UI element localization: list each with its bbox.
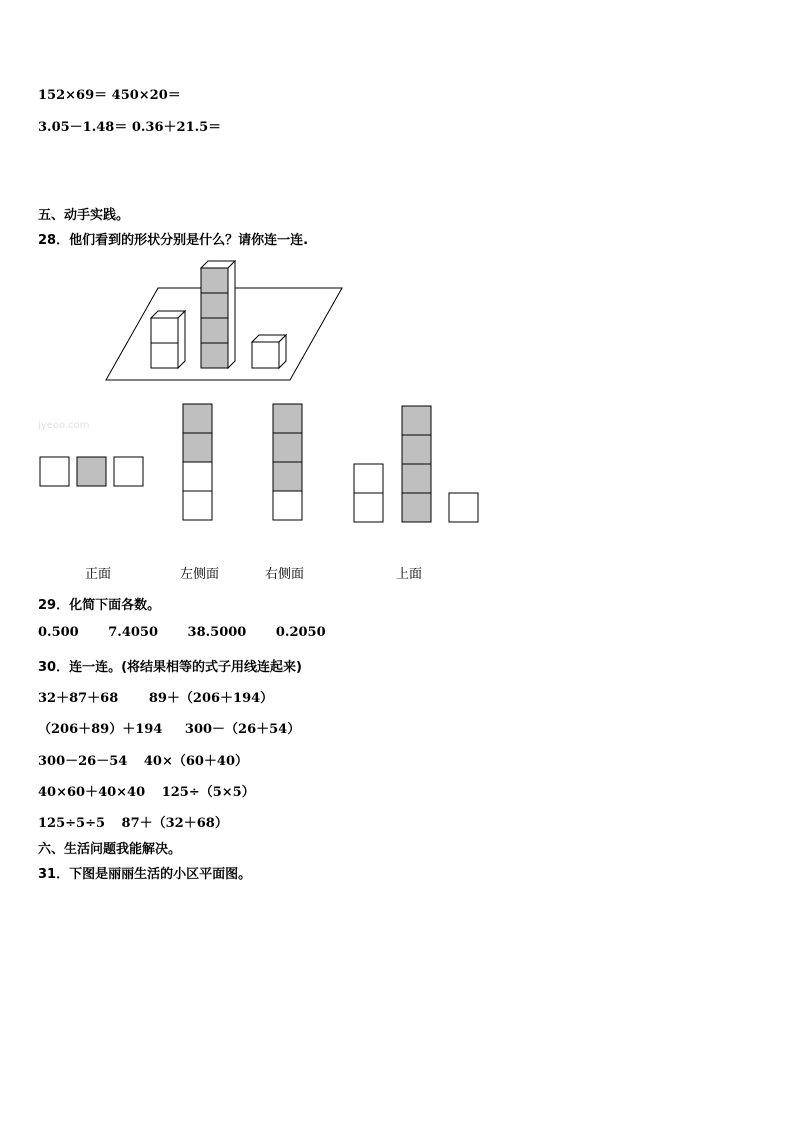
q30-row-3 bbox=[38, 750, 248, 769]
q29-number-1: 0.500 bbox=[38, 625, 79, 640]
watermark: jyeoo.com bbox=[38, 420, 90, 431]
q30-right-3: 40×（60＋40） bbox=[143, 754, 249, 769]
q30-left-4: 40×60＋40×40 bbox=[38, 785, 146, 800]
view-option-column-2 bbox=[273, 404, 302, 520]
q30-row-1 bbox=[38, 687, 273, 706]
question-30-text: 30．连一连。(将结果相等的式子用线连起来) bbox=[38, 660, 302, 675]
q29-numbers bbox=[38, 625, 326, 640]
section-5-title: 五、动手实践。 bbox=[38, 208, 130, 223]
view-option-column-1 bbox=[183, 404, 212, 520]
right-cube bbox=[252, 335, 286, 368]
q29-number-3: 38.5000 bbox=[187, 625, 247, 640]
view-option-mixed bbox=[354, 406, 478, 522]
q30-row-4 bbox=[38, 781, 255, 800]
question-29-text: 29．化简下面各数。 bbox=[38, 598, 161, 613]
calc-expr-3: 3.05－1.48＝ bbox=[38, 120, 128, 135]
q30-right-5: 87＋（32＋68） bbox=[121, 816, 228, 831]
q30-right-1: 89＋（206＋194） bbox=[148, 691, 274, 706]
view-label-left: 左侧面 bbox=[180, 567, 220, 582]
view-label-top: 上面 bbox=[396, 567, 423, 582]
left-stack bbox=[151, 311, 185, 368]
middle-stack bbox=[201, 261, 235, 368]
q30-right-4: 125÷（5×5） bbox=[161, 785, 255, 800]
calc-expr-1: 152×69＝ bbox=[38, 88, 108, 103]
q30-left-2: （206＋89）＋194 bbox=[38, 722, 163, 737]
view-label-front: 正面 bbox=[85, 567, 112, 582]
q30-left-1: 32＋87＋68 bbox=[38, 691, 119, 706]
q29-number-4: 0.2050 bbox=[275, 625, 326, 640]
calc-expr-4: 0.36＋21.5＝ bbox=[131, 120, 222, 135]
q30-right-2: 300－（26＋54） bbox=[184, 722, 301, 737]
q30-left-5: 125÷5÷5 bbox=[38, 816, 106, 831]
question-28-text: 28．他们看到的形状分别是什么？请你连一连. bbox=[38, 233, 309, 248]
view-label-right: 右侧面 bbox=[265, 567, 305, 582]
calc-expr-2: 450×20＝ bbox=[111, 88, 181, 103]
question-31-text: 31．下图是丽丽生活的小区平面图。 bbox=[38, 867, 252, 882]
view-option-row bbox=[40, 457, 143, 486]
q29-number-2: 7.4050 bbox=[108, 625, 159, 640]
q30-left-3: 300－26－54 bbox=[38, 754, 128, 769]
q30-row-5 bbox=[38, 812, 228, 831]
section-6-title: 六、生活问题我能解决。 bbox=[38, 842, 182, 857]
q30-row-2 bbox=[38, 718, 300, 737]
